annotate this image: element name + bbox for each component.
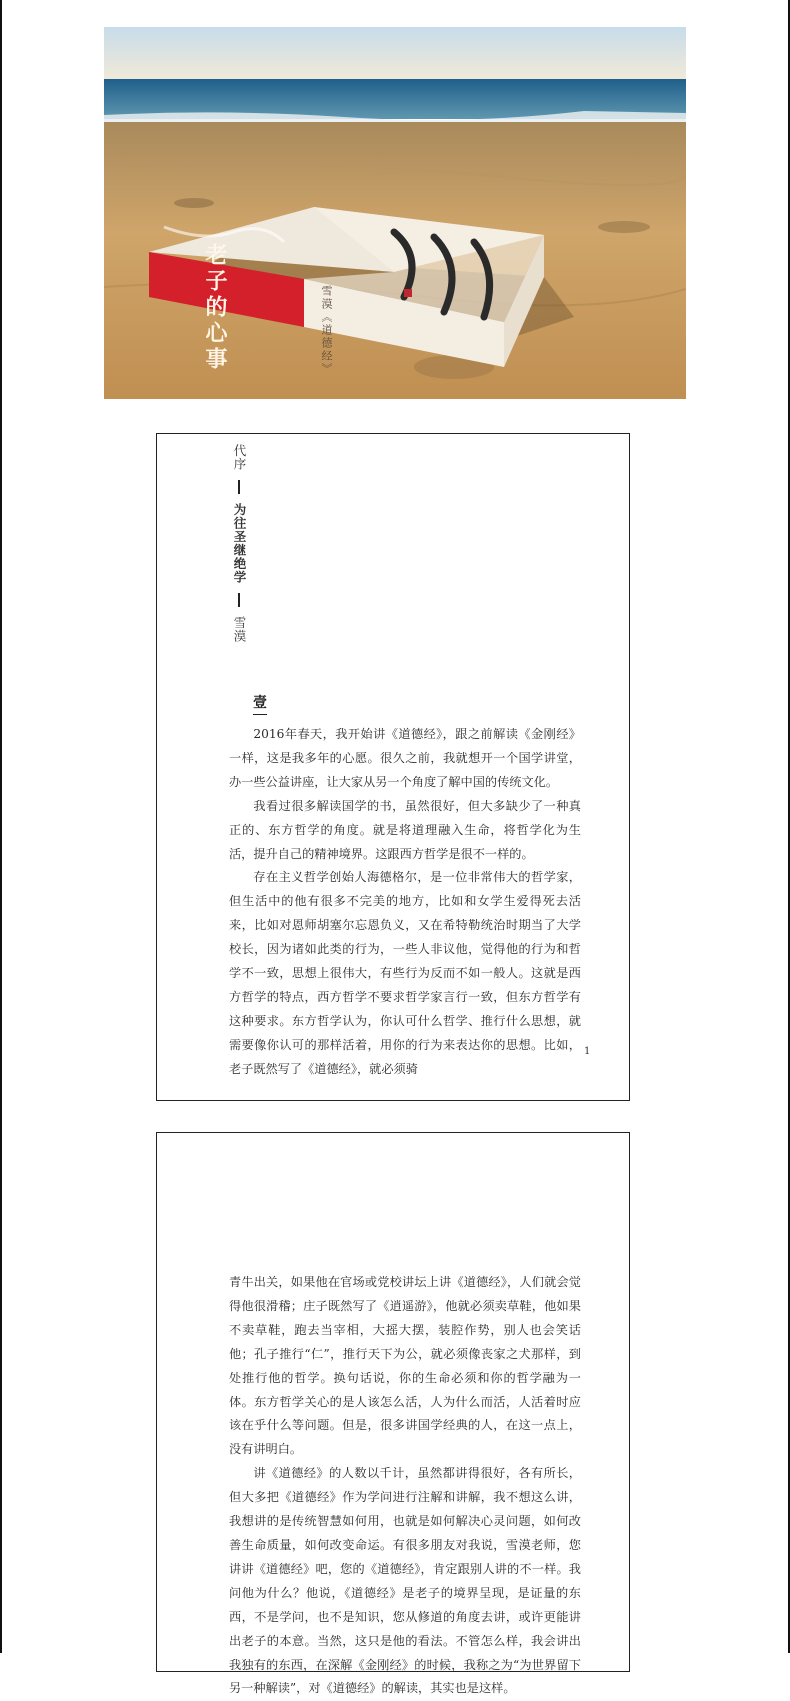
- book-spine-title: 老子的心事: [202, 243, 228, 373]
- paragraph: 青牛出关，如果他在官场或党校讲坛上讲《道德经》，人们就会觉得他很滑稽；庄子既然写了《逍遥游》，他就必须卖草鞋，他如果不卖草鞋，跑去当宰相，大摇大摆，装腔作势，别人也会笑话他；孔子推行“仁”，推行天下为公，就必须像丧家之犬那样，到处推行他的哲学。换句话说，你的生命必须和你的哲学融为一体。东方哲学关心的是人该怎么活，人为什么而活，人活着时应该在乎什么等问题。但是，很多讲国学经典的人，在这一点上，没有讲明白。: [229, 1275, 581, 1457]
- document-page-1: [156, 433, 630, 1101]
- page-2-body: [229, 1271, 581, 1701]
- left-frame-border: [0, 0, 2, 1653]
- header-title: 为往圣继绝学: [232, 502, 247, 584]
- section-mark: 壹: [253, 692, 267, 715]
- paragraph: 2016年春天，我开始讲《道德经》，跟之前解读《金刚经》一样，这是我多年的心愿。很久之前，我就想开一个国学讲堂，办一些公益讲座，让大家从另一个角度了解中国的传统文化。: [229, 727, 581, 789]
- page-number: 1: [584, 1046, 591, 1057]
- page-1-body: [229, 723, 581, 1082]
- header-divider: [238, 593, 240, 607]
- header-label: 代序: [232, 444, 247, 471]
- page-header-vertical: [230, 444, 248, 643]
- header-author: 雪漠: [232, 615, 247, 643]
- document-page-2: [156, 1132, 630, 1696]
- book-cover-subtitle: 雪漠《道德经》: [320, 285, 333, 376]
- paragraph: 存在主义哲学创始人海德格尔，是一位非常伟大的哲学家，但生活中的他有很多不完美的地方，比如和女学生爱得死去活来，比如对恩师胡塞尔忘恩负义，又在希特勒统治时期当了大学校长，因为诸如此类的行为，一些人非议他，觉得他的行为和哲学不一致，思想上很伟大，有些行为反而不如一般人。这就是西方哲学的特点，西方哲学不要求哲学家言行一致，但东方哲学有这种要求。东方哲学认为，你认可什么哲学、推行什么思想，就需要像你认可的那样活着，用你的行为来表达你的思想。比如，老子既然写了《道德经》，就必须骑: [229, 870, 581, 1076]
- paragraph: 讲《道德经》的人数以千计，虽然都讲得很好，各有所长，但大多把《道德经》作为学问进行注解和讲解，我不想这么讲，我想讲的是传统智慧如何用，也就是如何解决心灵问题，如何改善生命质量，如何改变命运。有很多朋友对我说，雪漠老师，您讲讲《道德经》吧，您的《道德经》，肯定跟别人讲的不一样。我问他为什么？他说，《道德经》是老子的境界呈现，是证量的东西，不是学问，也不是知识，您从修道的角度去讲，或许更能讲出老子的本意。当然，这只是他的看法。不管怎么样，我会讲出我独有的东西，在深解《金刚经》的时候，我称之为“为世界留下另一种解读”，对《道德经》的解读，其实也是这样。: [229, 1466, 581, 1696]
- photo-scene: [104, 27, 686, 399]
- paragraph: 我看过很多解读国学的书，虽然很好，但大多缺少了一种真正的、东方哲学的角度。就是将道理融入生命，将哲学化为生活，提升自己的精神境界。这跟西方哲学是很不一样的。: [229, 798, 581, 861]
- book-beach-photo: [104, 27, 686, 399]
- header-divider: [238, 480, 240, 494]
